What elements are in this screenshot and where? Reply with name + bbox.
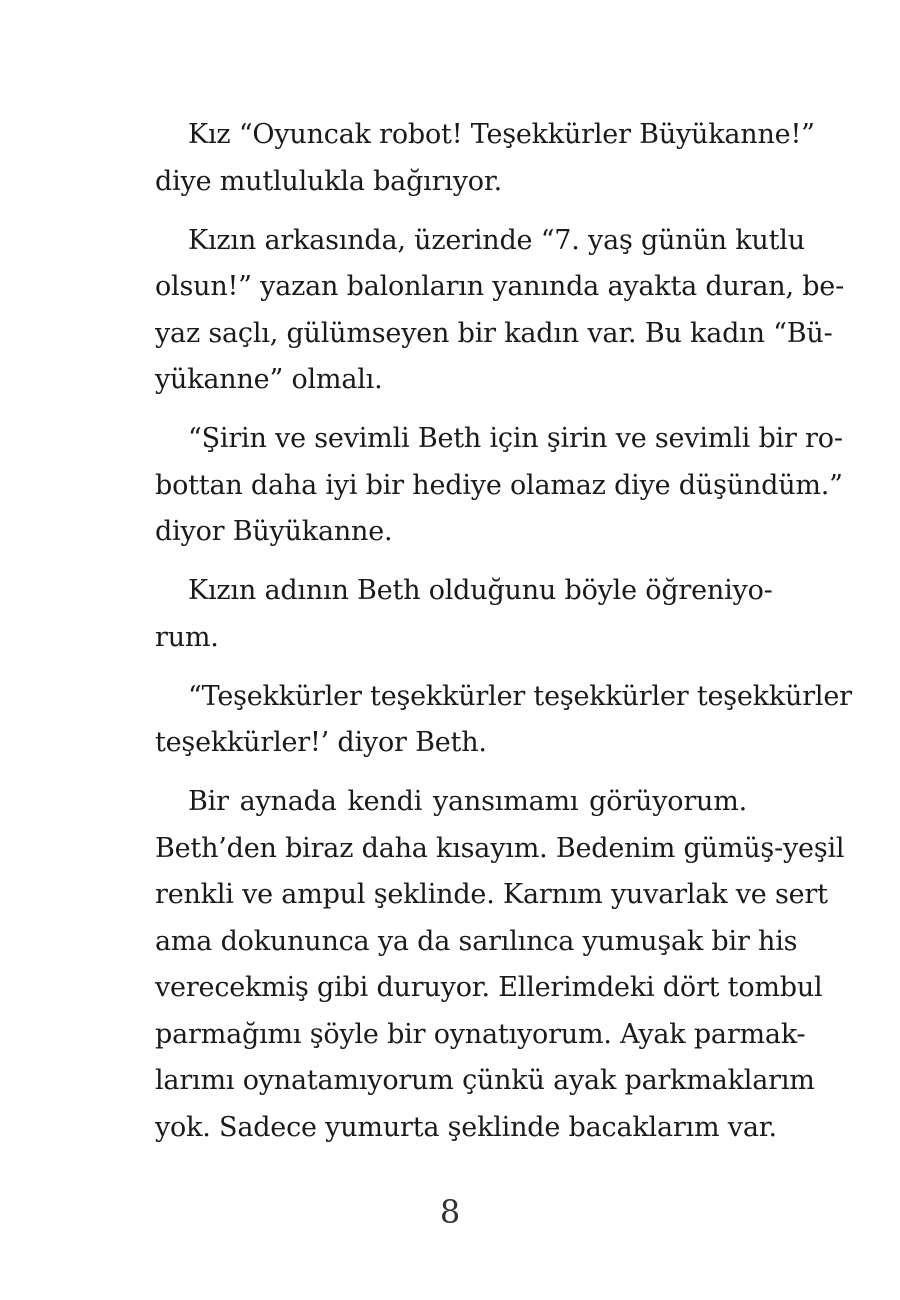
- paragraph: [155, 218, 844, 404]
- text-line: parmağımı şöyle bir oynatıyorum. Ayak parmak-: [155, 1018, 806, 1050]
- text-line: diyor Büyükanne.: [155, 516, 393, 547]
- paragraph: [155, 416, 843, 556]
- text-line: “Şirin ve sevimli Beth için şirin ve sevimli bir ro-: [188, 423, 843, 454]
- body-text: [155, 112, 852, 1164]
- text-line: Bir aynada kendi yansımamı görüyorum.: [188, 786, 747, 817]
- text-line: Kızın adının Beth olduğunu böyle öğreniyo-: [188, 575, 773, 606]
- text-line: teşekkürler!’ diyor Beth.: [155, 727, 487, 758]
- text-line: renkli ve ampul şeklinde. Karnım yuvarlak ve sert: [155, 879, 828, 910]
- text-line: yaz saçlı, gülümseyen bir kadın var. Bu kadın “Bü-: [155, 317, 833, 349]
- paragraph: [155, 568, 773, 661]
- text-line: rum.: [155, 621, 219, 653]
- page-number: 8: [439, 1193, 461, 1231]
- text-line: verecekmiş gibi duruyor. Ellerimdeki dört tombul: [155, 972, 823, 1003]
- text-line: “Teşekkürler teşekkürler teşekkürler teşekkürler: [188, 680, 852, 712]
- text-line: Beth’den biraz daha kısayım. Bedenim gümüş-yeşil: [155, 832, 845, 864]
- text-line: Kızın arkasında, üzerinde “7. yaş günün kutlu: [188, 224, 805, 256]
- text-line: yükanne” olmalı.: [155, 364, 383, 395]
- text-line: larımı oynatamıyorum çünkü ayak parkmaklarım: [155, 1065, 815, 1096]
- text-line: olsun!” yazan balonların yanında ayakta duran, be-: [155, 271, 844, 302]
- paragraph: [155, 674, 852, 767]
- paragraph: [155, 112, 815, 205]
- text-line: diye mutlulukla bağırıyor.: [155, 165, 502, 197]
- paragraph: [155, 779, 845, 1151]
- text-line: ama dokununca ya da sarılınca yumuşak bir his: [155, 925, 798, 957]
- text-line: bottan daha iyi bir hediye olamaz diye düşündüm.”: [155, 469, 843, 501]
- text-line: Kız “Oyuncak robot! Teşekkürler Büyükanne!”: [188, 119, 815, 150]
- text-line: yok. Sadece yumurta şeklinde bacaklarım var.: [155, 1111, 777, 1143]
